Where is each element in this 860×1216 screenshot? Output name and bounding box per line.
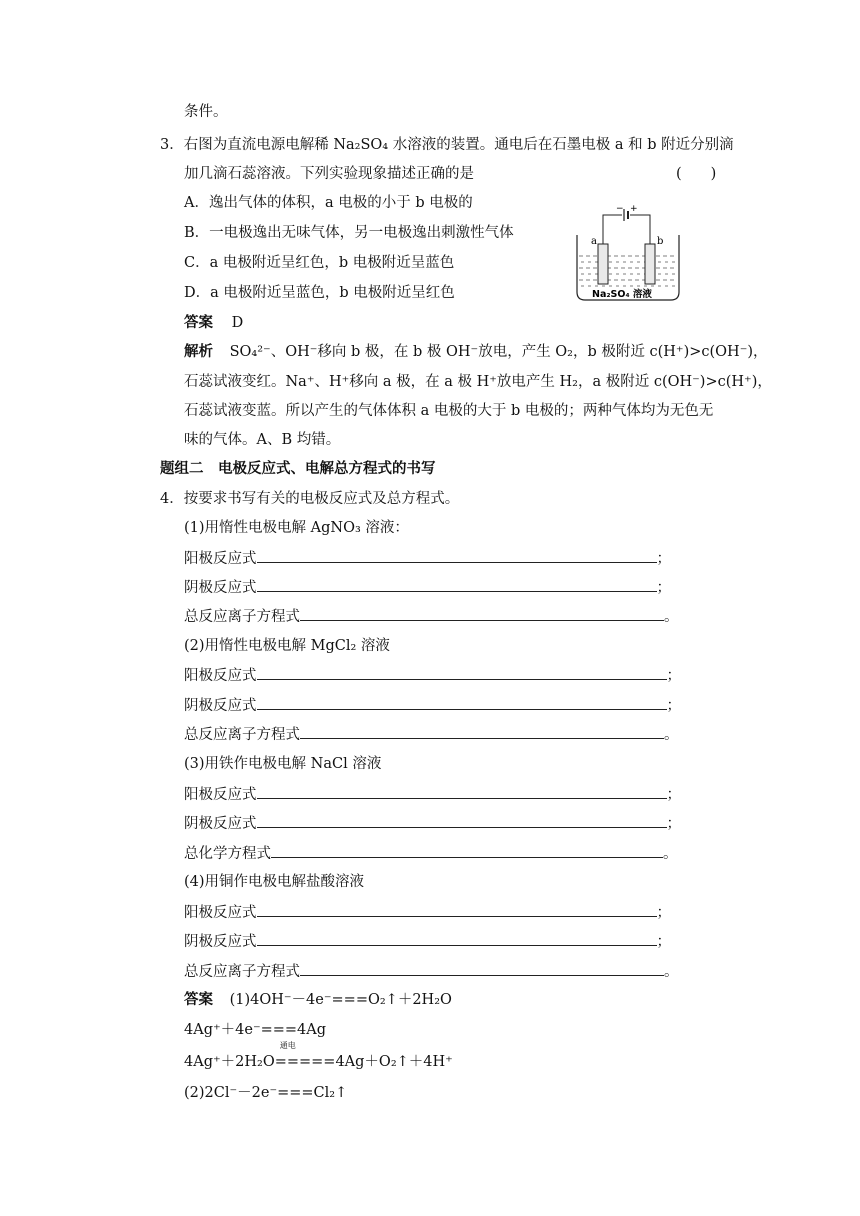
q3-analysis-line2: 石蕊试液变红。Na⁺、H⁺移向 a 极，在 a 极 H⁺放电产生 H₂，a 极附近 c(OH⁻)>c(H⁺)， — [184, 374, 772, 390]
q4-answer-3 — [184, 1041, 453, 1072]
answer-blank[interactable] — [257, 931, 657, 946]
q4-part1-cathode-label: 阴极反应式 — [184, 580, 257, 596]
q4-part1-anode-label: 阳极反应式 — [184, 551, 257, 567]
q4-part1-cathode-row — [184, 577, 671, 598]
q4-answer-3-left: 4Ag⁺＋2H₂O — [184, 1054, 275, 1070]
q3-analysis-text1: SO₄²⁻、OH⁻移向 b 极，在 b 极 OH⁻放电，产生 O₂，b 极附近 c(H⁺)>c(OH⁻)， — [229, 344, 768, 360]
liquid-surface — [579, 256, 677, 286]
q4-part3-anode-end: ； — [666, 787, 681, 803]
q3-analysis-line1 — [184, 342, 768, 362]
answer-blank[interactable] — [257, 548, 657, 563]
q4-answer-4: (2)2Cl⁻－2e⁻===Cl₂↑ — [184, 1085, 348, 1101]
q3-answer — [184, 313, 243, 333]
q4-part2-total-end: 。 — [664, 727, 679, 743]
q4-part3-cathode-label: 阴极反应式 — [184, 816, 257, 832]
q4-part1-anode-end: ； — [656, 551, 671, 567]
electrolysis-figure — [574, 200, 682, 304]
q3-analysis-label: 解析 — [184, 344, 213, 360]
answer-blank[interactable] — [257, 813, 667, 828]
q4-answer-3-right: 4Ag＋O₂↑＋4H⁺ — [335, 1054, 453, 1070]
answer-blank[interactable] — [257, 695, 667, 710]
q4-part4-total-label: 总反应离子方程式 — [184, 964, 300, 980]
q3-answer-value: D — [231, 315, 244, 331]
q3-option-a: A．逸出气体的体积，a 电极的小于 b 电极的 — [184, 195, 473, 211]
q4-part1-total-end: 。 — [664, 609, 679, 625]
wire-right — [630, 215, 650, 248]
q3-stem-line1: 3．右图为直流电源电解稀 Na₂SO₄ 水溶液的装置。通电后在石墨电极 a 和 b 附近分别滴 — [160, 137, 734, 153]
q3-option-c: C．a 电极附近呈红色，b 电极附近呈蓝色 — [184, 255, 455, 271]
q3-analysis-line4: 味的气体。A、B 均错。 — [184, 432, 341, 448]
q3-stem-line2: 加几滴石蕊溶液。下列实验现象描述正确的是 — [184, 166, 474, 182]
q3-answer-label: 答案 — [184, 315, 213, 331]
q4-answer-line1 — [184, 990, 452, 1010]
q4-part3-title: (3)用铁作电极电解 NaCl 溶液 — [184, 756, 382, 772]
q4-part1-title: (1)用惰性电极电解 AgNO₃ 溶液： — [184, 520, 409, 536]
q4-part2-anode-label: 阳极反应式 — [184, 668, 257, 684]
answer-blank[interactable] — [300, 961, 664, 976]
q4-part4-total-row — [184, 961, 679, 982]
q4-part2-title: (2)用惰性电极电解 MgCl₂ 溶液 — [184, 638, 390, 654]
q4-part2-total-row — [184, 724, 679, 745]
q3-option-d: D．a 电极附近呈蓝色，b 电极附近呈红色 — [184, 285, 455, 301]
group2-title: 题组二 电极反应式、电解总方程式的书写 — [160, 461, 436, 477]
answer-blank[interactable] — [257, 902, 657, 917]
q4-part4-anode-end: ； — [656, 905, 671, 921]
electrolysis-arrow — [274, 1041, 336, 1072]
q4-part3-cathode-end: ； — [666, 816, 681, 832]
q4-answer-label: 答案 — [184, 992, 213, 1008]
minus-sign: − — [616, 204, 624, 214]
answer-blank[interactable] — [300, 606, 664, 621]
q4-part3-total-label: 总化学方程式 — [184, 846, 271, 862]
q4-part4-cathode-row — [184, 931, 671, 952]
q4-part2-anode-end: ； — [666, 668, 681, 684]
answer-blank[interactable] — [257, 577, 657, 592]
q4-part2-cathode-end: ； — [666, 698, 681, 714]
wire-left — [603, 215, 622, 248]
q4-part3-total-row — [184, 843, 678, 864]
q4-part2-anode-row — [184, 665, 681, 686]
electrode-b-label: b — [657, 236, 664, 247]
q4-part1-total-row — [184, 606, 679, 627]
q4-part3-cathode-row — [184, 813, 681, 834]
q4-part1-cathode-end: ； — [656, 580, 671, 596]
q4-stem: 4．按要求书写有关的电极反应式及总方程式。 — [160, 491, 460, 507]
q2-tail-text: 条件。 — [184, 104, 228, 120]
q4-part2-cathode-label: 阴极反应式 — [184, 698, 257, 714]
q4-part2-cathode-row — [184, 695, 681, 716]
q3-answer-paren: ( ) — [676, 166, 717, 182]
electrolysis-equals: ===== — [274, 1054, 336, 1070]
answer-blank[interactable] — [300, 724, 664, 739]
answer-blank[interactable] — [257, 665, 667, 680]
q3-analysis-line3: 石蕊试液变蓝。所以产生的气体体积 a 电极的大于 b 电极的；两种气体均为无色无 — [184, 403, 714, 419]
electrode-a — [598, 244, 608, 284]
q4-part3-anode-label: 阳极反应式 — [184, 787, 257, 803]
q4-part3-anode-row — [184, 784, 681, 805]
electrode-a-label: a — [591, 236, 597, 247]
electrolysis-condition: 通电 — [279, 1041, 296, 1050]
q3-option-b: B．一电极逸出无味气体，另一电极逸出刺激性气体 — [184, 225, 514, 241]
plus-sign: + — [630, 204, 638, 214]
electrode-b — [645, 244, 655, 284]
solution-label: Na₂SO₄ 溶液 — [592, 289, 652, 300]
q4-part1-total-label: 总反应离子方程式 — [184, 609, 300, 625]
q4-part1-anode-row — [184, 548, 671, 569]
q4-part4-title: (4)用铜作电极电解盐酸溶液 — [184, 874, 365, 890]
q4-part4-cathode-label: 阴极反应式 — [184, 934, 257, 950]
q4-part4-anode-row — [184, 902, 671, 923]
answer-blank[interactable] — [257, 784, 667, 799]
q4-part4-cathode-end: ； — [656, 934, 671, 950]
q4-part4-total-end: 。 — [664, 964, 679, 980]
q4-answer-2: 4Ag⁺＋4e⁻===4Ag — [184, 1022, 327, 1038]
q4-part2-total-label: 总反应离子方程式 — [184, 727, 300, 743]
answer-blank[interactable] — [271, 843, 663, 858]
q4-answer-1: (1)4OH⁻－4e⁻===O₂↑＋2H₂O — [229, 992, 452, 1008]
q4-part3-total-end: 。 — [663, 846, 678, 862]
q4-part4-anode-label: 阳极反应式 — [184, 905, 257, 921]
